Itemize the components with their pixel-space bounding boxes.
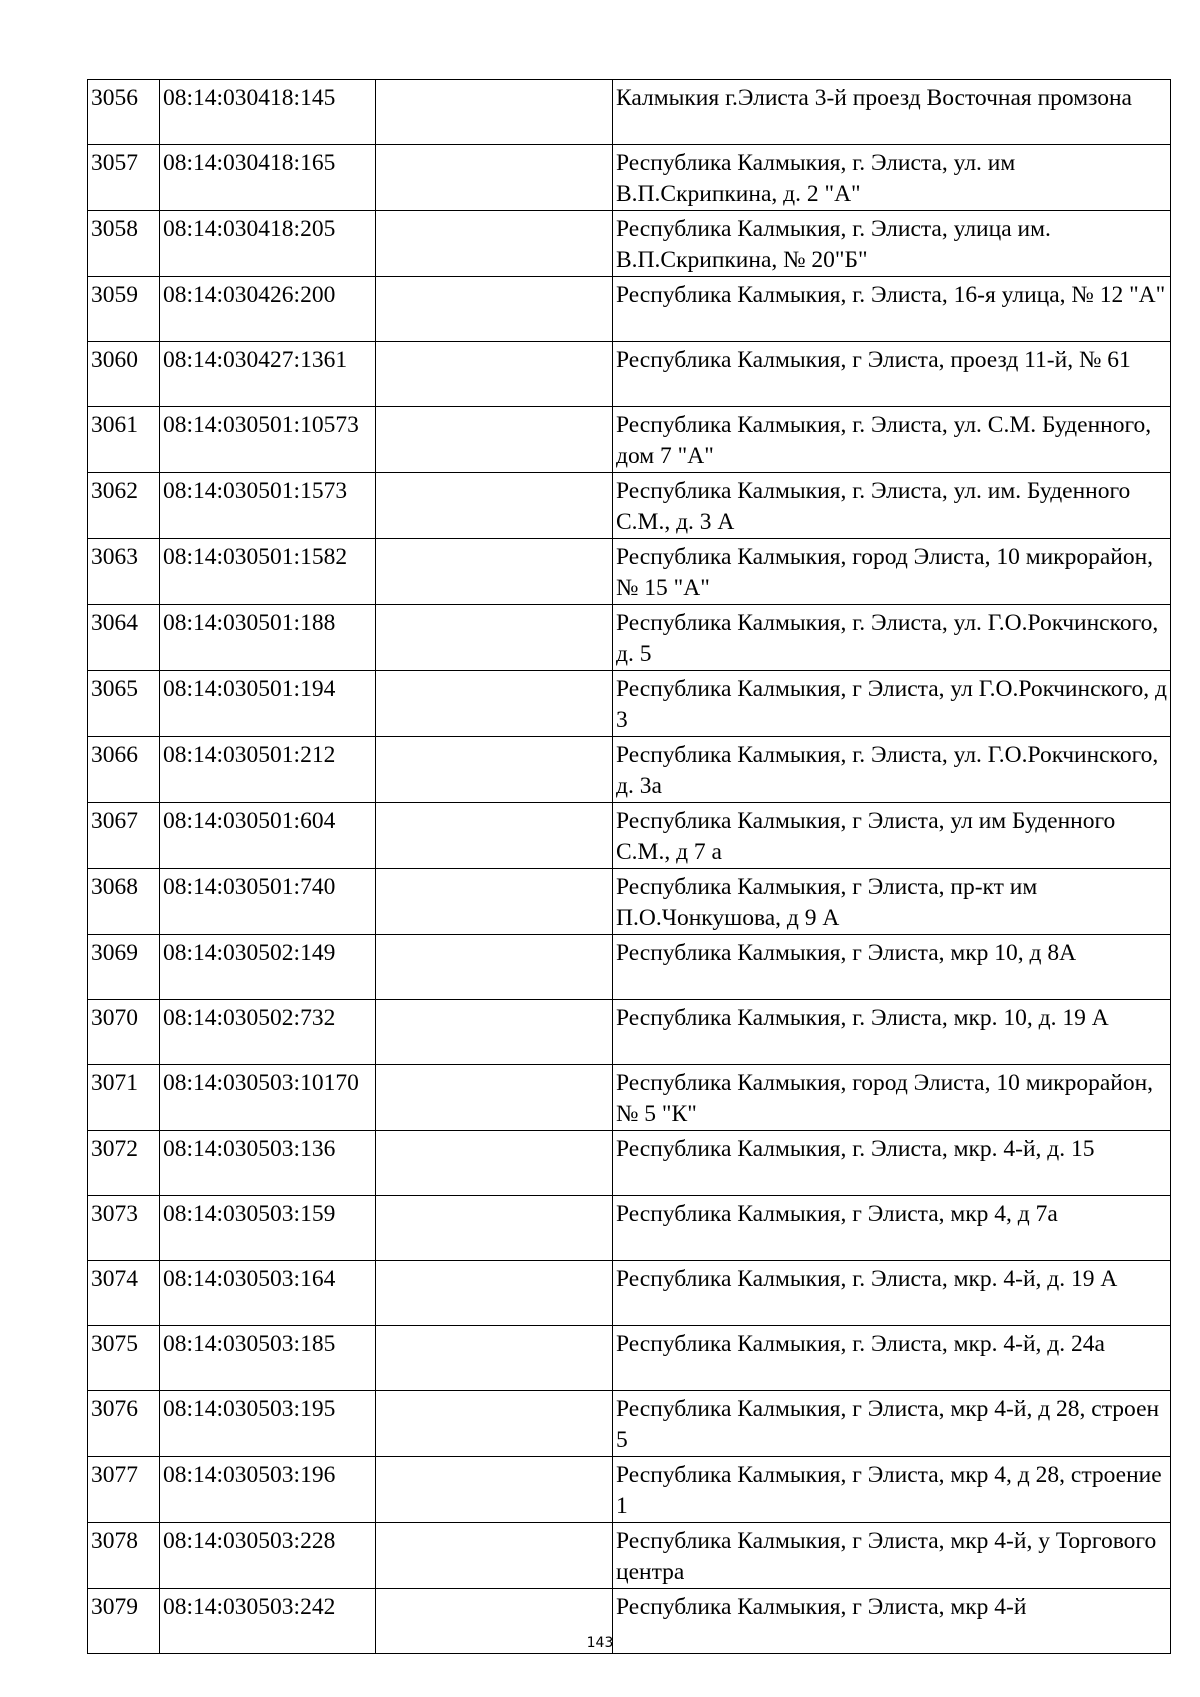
cadastral-number-cell: 08:14:030427:1361 (160, 342, 376, 407)
empty-cell (376, 605, 613, 671)
cadastral-number-cell: 08:14:030501:212 (160, 737, 376, 803)
cadastral-number-cell: 08:14:030501:604 (160, 803, 376, 869)
empty-cell (376, 1326, 613, 1391)
table-row (88, 1131, 1171, 1196)
empty-cell (376, 211, 613, 277)
table-row (88, 935, 1171, 1000)
address-cell: Республика Калмыкия, г Элиста, мкр 4-й, д 28, строен 5 (613, 1391, 1171, 1457)
table-row (88, 1523, 1171, 1589)
row-number-cell: 3076 (88, 1391, 160, 1457)
address-cell: Республика Калмыкия, г. Элиста, мкр. 4-й, д. 24а (613, 1326, 1171, 1391)
empty-cell (376, 539, 613, 605)
row-number-cell: 3078 (88, 1523, 160, 1589)
address-cell: Республика Калмыкия, г. Элиста, улица им. В.П.Скрипкина, № 20"Б" (613, 211, 1171, 277)
empty-cell (376, 473, 613, 539)
empty-cell (376, 1261, 613, 1326)
cadastral-number-cell: 08:14:030501:740 (160, 869, 376, 935)
cadastral-number-cell: 08:14:030503:136 (160, 1131, 376, 1196)
table-row (88, 473, 1171, 539)
row-number-cell: 3063 (88, 539, 160, 605)
address-cell: Республика Калмыкия, г Элиста, проезд 11-й, № 61 (613, 342, 1171, 407)
table-row (88, 1000, 1171, 1065)
empty-cell (376, 1391, 613, 1457)
table-row (88, 277, 1171, 342)
row-number-cell: 3062 (88, 473, 160, 539)
register-table-body (88, 80, 1171, 1654)
cadastral-number-cell: 08:14:030501:1582 (160, 539, 376, 605)
row-number-cell: 3061 (88, 407, 160, 473)
table-row (88, 1196, 1171, 1261)
address-cell: Республика Калмыкия, г. Элиста, ул. Г.О.Рокчинского, д. 5 (613, 605, 1171, 671)
address-cell: Республика Калмыкия, г. Элиста, мкр. 4-й, д. 15 (613, 1131, 1171, 1196)
address-cell: Республика Калмыкия, г. Элиста, 16-я улица, № 12 "А" (613, 277, 1171, 342)
table-row (88, 737, 1171, 803)
table-row (88, 1065, 1171, 1131)
address-cell: Республика Калмыкия, г Элиста, мкр 4, д 28, строение 1 (613, 1457, 1171, 1523)
table-row (88, 342, 1171, 407)
table-row (88, 1391, 1171, 1457)
cadastral-number-cell: 08:14:030426:200 (160, 277, 376, 342)
empty-cell (376, 80, 613, 145)
cadastral-number-cell: 08:14:030503:164 (160, 1261, 376, 1326)
table-row (88, 1457, 1171, 1523)
table-row (88, 145, 1171, 211)
cadastral-number-cell: 08:14:030418:145 (160, 80, 376, 145)
empty-cell (376, 407, 613, 473)
cadastral-number-cell: 08:14:030501:1573 (160, 473, 376, 539)
row-number-cell: 3077 (88, 1457, 160, 1523)
row-number-cell: 3073 (88, 1196, 160, 1261)
empty-cell (376, 737, 613, 803)
row-number-cell: 3064 (88, 605, 160, 671)
address-cell: Республика Калмыкия, г. Элиста, ул. С.М. Буденного, дом 7 "А" (613, 407, 1171, 473)
empty-cell (376, 1523, 613, 1589)
row-number-cell: 3060 (88, 342, 160, 407)
empty-cell (376, 1196, 613, 1261)
row-number-cell: 3075 (88, 1326, 160, 1391)
cadastral-number-cell: 08:14:030503:228 (160, 1523, 376, 1589)
cadastral-number-cell: 08:14:030502:732 (160, 1000, 376, 1065)
address-cell: Республика Калмыкия, г Элиста, ул Г.О.Рокчинского, д 3 (613, 671, 1171, 737)
row-number-cell: 3058 (88, 211, 160, 277)
register-table (87, 79, 1171, 1654)
empty-cell (376, 671, 613, 737)
address-cell: Калмыкия г.Элиста 3-й проезд Восточная промзона (613, 80, 1171, 145)
cadastral-number-cell: 08:14:030418:205 (160, 211, 376, 277)
cadastral-number-cell: 08:14:030503:242 (160, 1589, 376, 1654)
cadastral-number-cell: 08:14:030418:165 (160, 145, 376, 211)
address-cell: Республика Калмыкия, г Элиста, мкр 10, д 8А (613, 935, 1171, 1000)
row-number-cell: 3066 (88, 737, 160, 803)
cadastral-number-cell: 08:14:030502:149 (160, 935, 376, 1000)
address-cell: Республика Калмыкия, город Элиста, 10 микрорайон, № 15 "А" (613, 539, 1171, 605)
table-row (88, 407, 1171, 473)
address-cell: Республика Калмыкия, г Элиста, мкр 4-й, у Торгового центра (613, 1523, 1171, 1589)
empty-cell (376, 935, 613, 1000)
empty-cell (376, 145, 613, 211)
table-row (88, 671, 1171, 737)
table-row (88, 1326, 1171, 1391)
empty-cell (376, 1457, 613, 1523)
row-number-cell: 3065 (88, 671, 160, 737)
empty-cell (376, 277, 613, 342)
table-row (88, 539, 1171, 605)
table-row (88, 80, 1171, 145)
row-number-cell: 3070 (88, 1000, 160, 1065)
cadastral-number-cell: 08:14:030503:159 (160, 1196, 376, 1261)
row-number-cell: 3057 (88, 145, 160, 211)
cadastral-number-cell: 08:14:030501:188 (160, 605, 376, 671)
empty-cell (376, 342, 613, 407)
row-number-cell: 3071 (88, 1065, 160, 1131)
row-number-cell: 3069 (88, 935, 160, 1000)
row-number-cell: 3056 (88, 80, 160, 145)
cadastral-number-cell: 08:14:030501:10573 (160, 407, 376, 473)
address-cell: Республика Калмыкия, г. Элиста, ул. им. Буденного С.М., д. 3 А (613, 473, 1171, 539)
empty-cell (376, 1000, 613, 1065)
empty-cell (376, 869, 613, 935)
row-number-cell: 3072 (88, 1131, 160, 1196)
address-cell: Республика Калмыкия, г Элиста, мкр 4, д 7а (613, 1196, 1171, 1261)
page-number: 143 (586, 1635, 614, 1651)
cadastral-number-cell: 08:14:030503:185 (160, 1326, 376, 1391)
cadastral-number-cell: 08:14:030503:196 (160, 1457, 376, 1523)
address-cell: Республика Калмыкия, г Элиста, мкр 4-й (613, 1589, 1171, 1654)
row-number-cell: 3059 (88, 277, 160, 342)
address-cell: Республика Калмыкия, город Элиста, 10 микрорайон, № 5 "К" (613, 1065, 1171, 1131)
table-row (88, 1261, 1171, 1326)
row-number-cell: 3068 (88, 869, 160, 935)
table-row (88, 605, 1171, 671)
cadastral-number-cell: 08:14:030501:194 (160, 671, 376, 737)
empty-cell (376, 1131, 613, 1196)
row-number-cell: 3067 (88, 803, 160, 869)
table-row (88, 211, 1171, 277)
empty-cell (376, 1065, 613, 1131)
address-cell: Республика Калмыкия, г. Элиста, мкр. 4-й, д. 19 А (613, 1261, 1171, 1326)
row-number-cell: 3074 (88, 1261, 160, 1326)
cadastral-number-cell: 08:14:030503:10170 (160, 1065, 376, 1131)
address-cell: Республика Калмыкия, г Элиста, ул им Буденного С.М., д 7 а (613, 803, 1171, 869)
address-cell: Республика Калмыкия, г. Элиста, мкр. 10, д. 19 А (613, 1000, 1171, 1065)
address-cell: Республика Калмыкия, г. Элиста, ул. им В.П.Скрипкина, д. 2 "А" (613, 145, 1171, 211)
empty-cell (376, 803, 613, 869)
address-cell: Республика Калмыкия, г Элиста, пр-кт им П.О.Чонкушова, д 9 А (613, 869, 1171, 935)
row-number-cell: 3079 (88, 1589, 160, 1654)
cadastral-number-cell: 08:14:030503:195 (160, 1391, 376, 1457)
address-cell: Республика Калмыкия, г. Элиста, ул. Г.О.Рокчинского, д. 3а (613, 737, 1171, 803)
table-row (88, 803, 1171, 869)
table-row (88, 869, 1171, 935)
